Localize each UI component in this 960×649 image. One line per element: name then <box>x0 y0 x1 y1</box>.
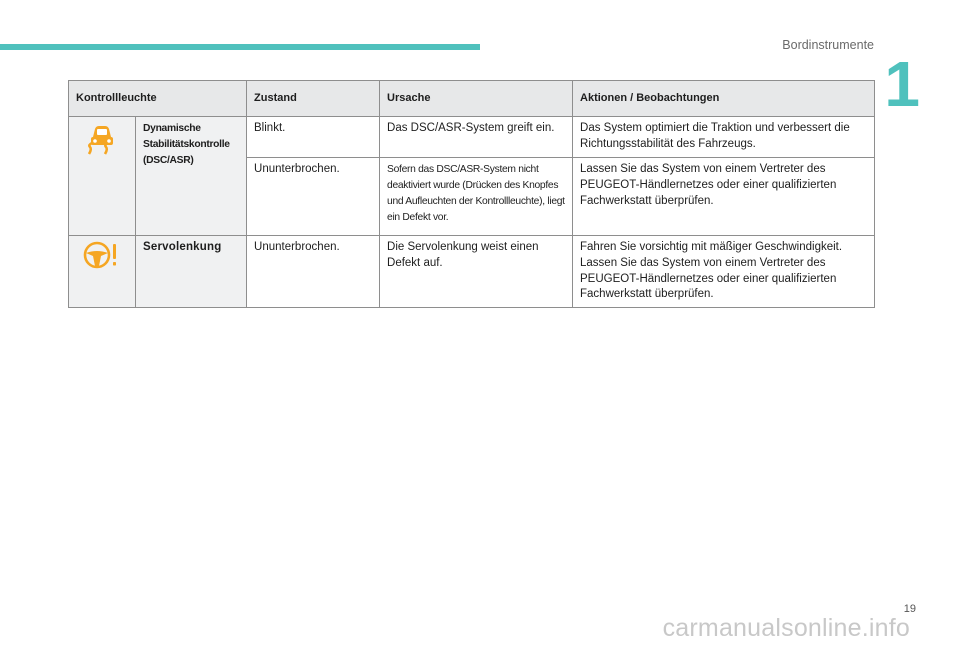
zustand-cell: Ununterbrochen. <box>247 235 380 307</box>
zustand-cell: Blinkt. <box>247 117 380 158</box>
warning-light-name-text: Dynamische Stabilitätskontrolle (DSC/ASR) <box>143 123 230 167</box>
table-header-row <box>69 81 875 117</box>
warning-lights-table <box>68 80 875 308</box>
steering-wheel-warning-icon <box>76 240 128 270</box>
ursache-cell: Die Servolenkung weist einen Defekt auf. <box>380 235 573 307</box>
icon-cell <box>69 235 136 307</box>
column-header-aktionen: Aktionen / Beobachtungen <box>573 81 875 117</box>
column-header-zustand: Zustand <box>247 81 380 117</box>
section-title: Bordinstrumente <box>782 38 874 52</box>
ursache-cell <box>380 157 573 235</box>
watermark-text: carmanualsonline.info <box>662 614 910 642</box>
page-number: 19 <box>903 603 916 615</box>
ursache-cell: Das DSC/ASR-System greift ein. <box>380 117 573 158</box>
warning-light-name <box>136 235 247 307</box>
warning-light-name-text: Servolenkung <box>143 240 222 253</box>
zustand-cell: Ununterbrochen. <box>247 157 380 235</box>
aktionen-cell: Das System optimiert die Traktion und verbessert die Richtungsstabilität des Fahrzeugs. <box>573 117 875 158</box>
aktionen-cell: Fahren Sie vorsichtig mit mäßiger Geschwindigkeit. Lassen Sie das System von einem Vertreter des PEUGEOT-Händlernetzes oder einer qualifizierten Fachwerkstatt überprüfen. <box>573 235 875 307</box>
header-accent-bar <box>0 44 480 50</box>
warning-light-name <box>136 117 247 236</box>
skid-car-icon <box>76 121 128 155</box>
table-row <box>69 117 875 158</box>
column-header-kontrollleuchte: Kontrollleuchte <box>69 81 247 117</box>
aktionen-cell: Lassen Sie das System von einem Vertreter des PEUGEOT-Händlernetzes oder einer qualifizierten Fachwerkstatt überprüfen. <box>573 157 875 235</box>
icon-cell <box>69 117 136 236</box>
ursache-text: Sofern das DSC/ASR-System nicht deaktiviert wurde (Drücken des Knopfes und Aufleuchten der Kontrollleuchte), liegt ein Defekt vor. <box>387 163 565 223</box>
chapter-number: 1 <box>884 48 920 120</box>
column-header-ursache: Ursache <box>380 81 573 117</box>
table-row <box>69 235 875 307</box>
